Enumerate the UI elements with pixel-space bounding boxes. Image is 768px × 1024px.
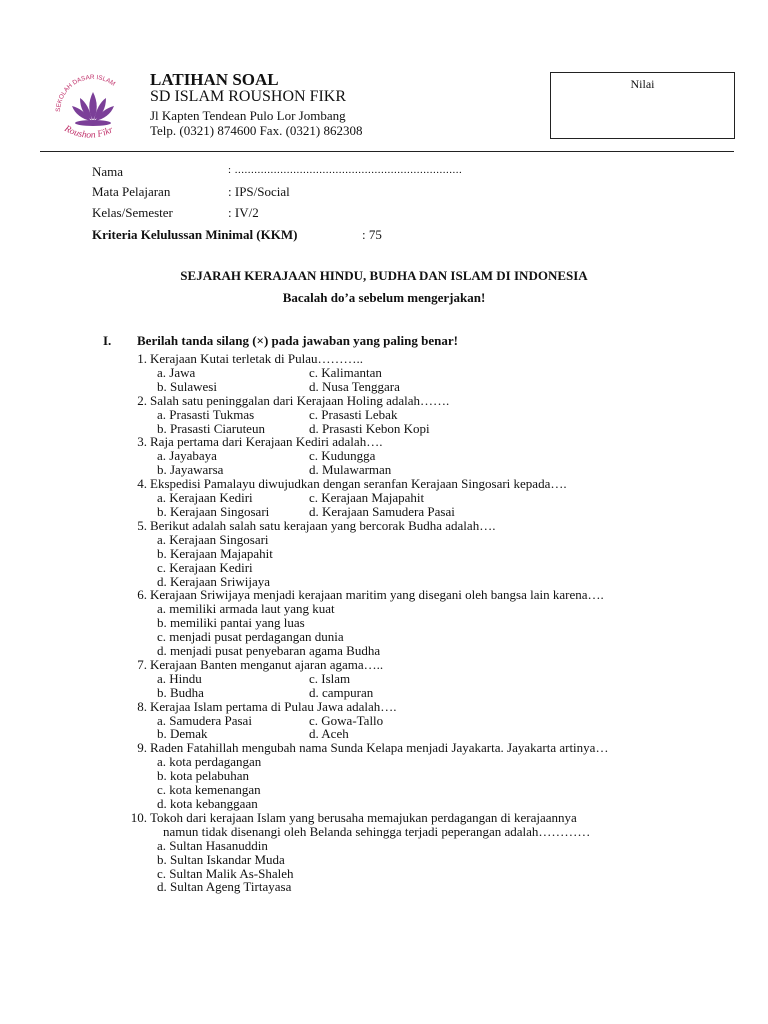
answer-option[interactable]: b. Jayawarsa	[157, 462, 224, 478]
answer-option[interactable]: b. memiliki pantai yang luas	[157, 615, 305, 631]
answer-options	[0, 672, 768, 700]
section-instruction: Berilah tanda silang (×) pada jawaban yang paling benar!	[137, 333, 458, 348]
question-item	[0, 394, 768, 436]
answer-options	[0, 408, 768, 436]
question-number: 1.	[137, 351, 147, 366]
question-number: 9.	[137, 740, 147, 756]
question-number: 4.	[137, 476, 147, 492]
answer-options	[0, 533, 768, 589]
answer-option[interactable]: a. Hindu	[157, 670, 202, 686]
kkm-value: : 75	[362, 227, 382, 242]
header-divider	[40, 151, 734, 152]
answer-options	[0, 602, 768, 658]
answer-option[interactable]: c. kota kemenangan	[157, 782, 261, 798]
answer-option[interactable]: c. Kerajaan Majapahit	[309, 490, 425, 506]
question-text: Ekspedisi Pamalayu diwujudkan dengan seranfan Kerajaan Singosari kepada….	[150, 476, 567, 492]
answer-option[interactable]: a. Sultan Hasanuddin	[157, 837, 268, 853]
answer-option[interactable]: d. Sultan Ageng Tirtayasa	[157, 879, 292, 895]
svg-text:SEKOLAH DASAR ISLAM: SEKOLAH DASAR ISLAM	[54, 73, 117, 113]
answer-option[interactable]: a. Samudera Pasai	[157, 712, 252, 728]
class-label: Kelas/Semester	[92, 205, 173, 220]
answer-option[interactable]: a. Jayabaya	[157, 448, 217, 464]
question-number: 6.	[137, 587, 147, 603]
question-text: Kerajaan Sriwijaya menjadi kerajaan maritim yang disegani oleh bangsa lain karena….	[150, 587, 604, 603]
question-text: Kerajaa Islam pertama di Pulau Jawa adalah….	[150, 698, 397, 714]
score-box	[550, 72, 735, 139]
answer-option[interactable]: c. Kerajaan Kediri	[157, 559, 253, 575]
question-text: Kerajaan Banten menganut ajaran agama…..	[150, 656, 384, 672]
question-text: Raja pertama dari Kerajaan Kediri adalah….	[150, 434, 383, 450]
answer-option[interactable]: b. Demak	[157, 726, 208, 742]
answer-options	[0, 839, 768, 895]
answer-option[interactable]: d. menjadi pusat penyebaran agama Budha	[157, 643, 381, 659]
answer-options	[0, 714, 768, 742]
answer-options	[0, 491, 768, 519]
question-number: 3.	[137, 434, 147, 450]
answer-option[interactable]: c. Kalimantan	[309, 364, 382, 380]
school-phone: Telp. (0321) 874600 Fax. (0321) 862308	[150, 123, 363, 138]
answer-option[interactable]: d. Nusa Tenggara	[309, 378, 400, 394]
question-item	[0, 519, 768, 589]
class-value: : IV/2	[228, 205, 259, 220]
subject-label: Mata Pelajaran	[92, 184, 171, 199]
answer-option[interactable]: c. Kudungga	[309, 448, 376, 464]
answer-option[interactable]: a. Prasasti Tukmas	[157, 406, 255, 422]
answer-option[interactable]: c. Gowa-Tallo	[309, 712, 384, 728]
answer-option[interactable]: d. kota kebanggaan	[157, 796, 258, 811]
answer-options	[0, 366, 768, 394]
answer-option[interactable]: b. Kerajaan Majapahit	[157, 545, 273, 561]
answer-option[interactable]: d. Prasasti Kebon Kopi	[309, 420, 430, 436]
question-text: Tokoh dari kerajaan Islam yang berusaha memajukan perdagangan di kerajaannya	[150, 809, 577, 825]
question-text: Berikut adalah salah satu kerajaan yang bercorak Budha adalah….	[150, 517, 496, 533]
answer-option[interactable]: a. Kerajaan Kediri	[157, 490, 253, 506]
answer-option[interactable]: d. campuran	[309, 684, 374, 700]
question-number: 5.	[137, 517, 147, 533]
name-label: Nama	[92, 164, 124, 179]
school-name: SD ISLAM ROUSHON FIKR	[150, 88, 347, 105]
answer-options	[0, 449, 768, 477]
answer-options	[0, 755, 768, 811]
answer-option[interactable]: d. Mulawarman	[309, 462, 392, 478]
answer-option[interactable]: d. Kerajaan Sriwijaya	[157, 573, 270, 589]
svg-text:Roushon Fikr: Roushon Fikr	[62, 123, 115, 141]
question-item	[0, 700, 768, 742]
question-text: Raden Fatahillah mengubah nama Sunda Kelapa menjadi Jayakarta. Jayakarta artinya…	[150, 740, 609, 756]
question-list	[0, 352, 768, 894]
question-item	[0, 435, 768, 477]
question-number: 2.	[137, 392, 147, 408]
question-number: 8.	[137, 698, 147, 714]
answer-option[interactable]: a. Jawa	[157, 364, 196, 380]
question-text-continued: namun tidak disenangi oleh Belanda sehingga terjadi peperangan adalah…………	[163, 823, 591, 839]
section-number: I.	[103, 333, 112, 348]
kkm-label: Kriteria Kelulussan Minimal (KKM)	[92, 227, 298, 242]
answer-option[interactable]: a. Kerajaan Singosari	[157, 531, 269, 547]
answer-option[interactable]: a. memiliki armada laut yang kuat	[157, 601, 335, 617]
question-item	[0, 741, 768, 811]
answer-option[interactable]: c. Prasasti Lebak	[309, 406, 398, 422]
answer-option[interactable]: d. Kerajaan Samudera Pasai	[309, 503, 455, 519]
question-text: Salah satu peninggalan dari Kerajaan Holing adalah…….	[150, 392, 450, 408]
subject-value: : IPS/Social	[228, 184, 290, 199]
answer-option[interactable]: c. Islam	[309, 670, 351, 686]
subtitle: Bacalah do’a sebelum mengerjakan!	[282, 290, 486, 305]
question-item	[0, 477, 768, 519]
answer-option[interactable]: a. kota perdagangan	[157, 754, 262, 770]
question-number: 10.	[130, 809, 147, 825]
answer-option[interactable]: b. Kerajaan Singosari	[157, 503, 270, 519]
question-text: Kerajaan Kutai terletak di Pulau………..	[150, 351, 363, 366]
worksheet-title: LATIHAN SOAL	[150, 70, 279, 89]
answer-option[interactable]: d. Aceh	[309, 726, 349, 742]
school-logo	[50, 72, 136, 146]
question-item	[0, 352, 768, 394]
question-item	[0, 811, 768, 894]
question-item	[0, 588, 768, 658]
answer-option[interactable]: c. menjadi pusat perdagangan dunia	[157, 629, 344, 645]
answer-option[interactable]: b. Budha	[157, 684, 204, 700]
name-field: : ......................................................................	[228, 164, 463, 176]
school-address: Jl Kapten Tendean Pulo Lor Jombang	[150, 108, 346, 123]
answer-option[interactable]: b. kota pelabuhan	[157, 768, 250, 784]
answer-option[interactable]: b. Sultan Iskandar Muda	[157, 851, 285, 867]
answer-option[interactable]: b. Sulawesi	[157, 378, 217, 394]
question-number: 7.	[137, 656, 147, 672]
answer-option[interactable]: c. Sultan Malik As-Shaleh	[157, 865, 294, 881]
question-item	[0, 658, 768, 700]
answer-option[interactable]: b. Prasasti Ciaruteun	[157, 420, 265, 436]
main-title: SEJARAH KERAJAAN HINDU, BUDHA DAN ISLAM DI INDONESIA	[180, 268, 588, 283]
score-label: Nilai	[630, 77, 655, 91]
